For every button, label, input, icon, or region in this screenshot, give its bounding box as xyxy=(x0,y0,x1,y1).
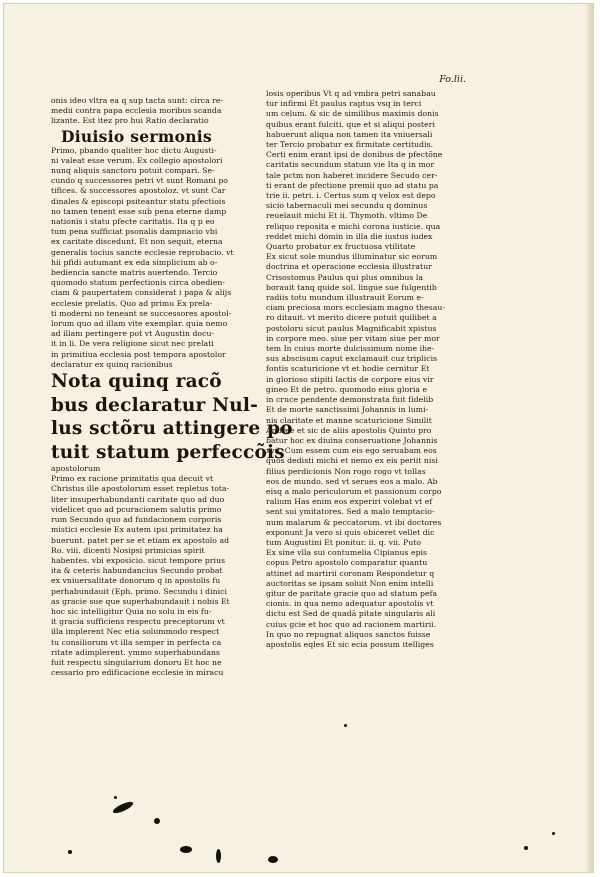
text-line: sus abscisum caput exclamauit cuz triplicis xyxy=(266,354,438,364)
text-block xyxy=(266,89,471,650)
text-line: it in li. De vera religione sicut nec prelati xyxy=(51,339,214,349)
text-line: in corpore meo. siue per vitam siue per mor xyxy=(266,333,440,343)
text-line: in cruce pendente demonstrata fuit fidelib xyxy=(266,395,434,405)
text-line: exponunt Ja vero si quis obiceret vellet dic xyxy=(266,527,435,537)
text-line: tum Augustini Et ponitur. ii. q. vii. Puto xyxy=(266,537,422,547)
text-line: cundo q successores petri vt sunt Romani po xyxy=(51,176,228,186)
text-line: caritatis secundum statum vie Ita q in mor xyxy=(266,160,435,170)
text-line: eos de mundo. sed vt serues eos a malo. Ab xyxy=(266,476,438,486)
text-line: rum Secundo quo ad fundacionem corporis xyxy=(51,515,222,525)
big-title-line: Nota quinq racõ xyxy=(51,371,222,393)
text-line: ad illam pertingere pot vt Augustin docu- xyxy=(51,329,215,339)
text-line: ni valeat esse verum. Ex collegio apostolori xyxy=(51,155,223,165)
left-column xyxy=(51,96,293,678)
text-line: In quo no repugnat aliquos sanctos fuisse xyxy=(266,629,431,639)
text-line: it gracia sufficiens respectu preceptorum vt xyxy=(51,617,225,627)
text-line: dictu est Sed de quadā pitate singularis ali xyxy=(266,609,436,619)
text-line: quibus erant fulciti. que et si aliqui posteri xyxy=(266,119,435,129)
text-line: Ro. viii. dicenti Nosipsi primicias spirit xyxy=(51,545,205,555)
text-line: num malarum & peccatorum. vt ibi doctores xyxy=(266,517,442,527)
ink-stain xyxy=(268,856,278,863)
text-line: postoloru sicut paulus Magnificabit xpistus xyxy=(266,323,437,333)
text-line: fontis scaturicione vt et hodie cernitur Et xyxy=(266,364,430,374)
text-line: lorum quo ad illam vite exemplar. quia nemo xyxy=(51,319,228,329)
text-line: nis claritate et manne scaturicione Similit xyxy=(266,415,432,425)
text-line: um celum. & sic de similibus maximis donis xyxy=(266,109,439,119)
text-line: ex caritate discedunt. Et non sequit, eterna xyxy=(51,237,223,247)
text-line: Ex sicut sole mundus illuminatur sic eorum xyxy=(266,252,438,262)
text-line: Andree et sic de aliis apostolis Quinto pro xyxy=(266,425,432,435)
text-line: Ex sine vlla sui contumelia Cipianus epis xyxy=(266,548,428,558)
text-line: gitur de paritate gracie quo ad statum pefa xyxy=(266,588,438,598)
text-line: in primitiua ecclesia post tempora apostolor xyxy=(51,349,226,359)
text-line: ciam preciosa mors ecclesiam magno thesau- xyxy=(266,303,446,313)
text-line: ralium Has enim eos experiri volebat vt ef xyxy=(266,497,433,507)
text-line: medii contra papa ecclesia moribus scanda xyxy=(51,106,222,116)
ink-stain xyxy=(114,796,117,799)
text-line: ti erant de pfectione premii quo ad statu pa xyxy=(266,180,439,190)
text-line: nunq aliquis sanctoru potuit compari. Se- xyxy=(51,166,215,176)
text-line: ita & ceteris habundancius Secundo probat xyxy=(51,566,223,576)
big-title-line: bus declaratur Nul- xyxy=(51,394,259,416)
text-line: xvii. Cum essem cum eis ego seruabam eos xyxy=(266,446,437,456)
text-line: reuelauit michi Et ii. Thymoth. vltimo De xyxy=(266,211,428,221)
text-line: Crisostomus Paulus qui plus omnibus la xyxy=(266,272,424,282)
text-line: borauit tanq quide sol. lingue sue fulgentib xyxy=(266,282,437,292)
text-line: sent sui ymitatores. Sed a malo temptacio- xyxy=(266,507,435,517)
text-line: copus Petro apostolo comparatur quantu xyxy=(266,558,428,568)
text-line: ecclesie prelatis. Quo ad primu Ex prela- xyxy=(51,298,213,308)
ink-stain xyxy=(68,850,72,854)
text-line: Et de morte sanctissimi Johannis in lumi- xyxy=(266,405,429,415)
text-line: tur infirmi Et paulus raptus vsq in terci xyxy=(266,99,422,109)
text-line: ti moderni no teneant se successores apostol- xyxy=(51,308,232,318)
text-line: hoc sic intelligitur Quia no solu in eis fu- xyxy=(51,606,212,616)
text-line: auctoritas se ipsam soluit Non enim intelli xyxy=(266,578,434,588)
text-line: onis ideo vltra ea q sup tacta sunt: circa re- xyxy=(51,96,224,105)
text-line: illa implerent Nec etia solummodo respect xyxy=(51,627,220,637)
ink-stain xyxy=(552,832,555,835)
text-line: Primo, pbando qualiter hoc dictu Augusti- xyxy=(51,145,217,155)
section-heading: Diuisio sermonis xyxy=(61,126,213,146)
text-line: radiis totu mundum illustrauit Eorum e- xyxy=(266,293,424,303)
text-line: no tamen tenent esse sub pena eterne damp xyxy=(51,206,227,216)
text-line: habentes. vbi exposicio. sicut tempore prius xyxy=(51,555,226,565)
text-line: apostolis eqles Et sic ecia possum itelliges xyxy=(266,639,434,649)
ink-stain xyxy=(112,800,135,816)
text-line: fuit respectu singularium donoru Et hoc ne xyxy=(51,657,222,667)
text-line: ex vniuersalitate donorum q in apostolis fu xyxy=(51,576,221,586)
text-line: apostolorum xyxy=(51,464,101,474)
ink-stain xyxy=(216,849,221,863)
ink-stain xyxy=(154,818,160,824)
text-line: hii pfidi autumant ex eda simplicium ab o- xyxy=(51,257,218,267)
text-line: quos dedisti michi et nemo ex eis periit nisi xyxy=(266,456,438,466)
text-line: as gracie sue que superhabundauit i nobis Et xyxy=(51,596,230,606)
text-line: attinet ad martirii coronam Respondetur q xyxy=(266,568,435,578)
text-line: nationis i statu pfecte caritatis. Ita q p eo xyxy=(51,217,215,227)
text-line: in glorioso stipiti lactis de corpore eius vir xyxy=(266,374,434,384)
text-line: ro ditauit. vt merito dicere potuit quilibet a xyxy=(266,313,437,323)
text-line: buerunt. patet per se et etiam ex apostolo ad xyxy=(51,535,230,545)
ink-stain xyxy=(344,724,347,727)
text-line: batur hoc ex diuina conseruatione Johannis xyxy=(266,435,438,445)
text-line: tale pctm non haberet incidere Secudo cer- xyxy=(266,170,438,180)
folio-number: Fo.lii. xyxy=(439,74,466,85)
text-line: Christus ille apostolorum esset repletus tota- xyxy=(51,484,230,494)
text-line: bediencia sancte matris auertendo. Tercio xyxy=(51,268,218,278)
text-line: Certi enim erant ipsi de donibus de pfectõne xyxy=(266,150,443,160)
text-line: Primo ex racione primitatis qua decuit vt xyxy=(51,474,214,484)
manuscript-page xyxy=(3,3,594,873)
text-block xyxy=(51,146,266,370)
text-line: sicio tabernaculi mei secundu q dominus xyxy=(266,201,428,211)
text-line: trie ii. petri. i. Certus sum q velox est depo xyxy=(266,191,436,201)
text-line: filius perdicionis Non rogo rogo vt tollas xyxy=(266,466,426,476)
text-line: dinales & episcopi psiteantur statu pfectiois xyxy=(51,196,226,206)
text-line: ter Tercio probatur ex firmitate certitudis. xyxy=(266,140,434,150)
text-line: perhabundauit (Eph. primo. Secundu i dinici xyxy=(51,586,227,596)
text-line: reliquo reposita e michi corona iusticie. qua xyxy=(266,221,441,231)
text-line: generalis tocius sancte ecclesie reprobacio. vt xyxy=(51,247,234,257)
text-line: habuerunt aliqua non tamen ita vniuersali xyxy=(266,129,433,139)
text-line: videlicet quo ad pcuracionem salutis primo xyxy=(51,504,222,514)
text-block xyxy=(51,464,266,678)
big-title-line: tuit statum perfeccõis xyxy=(51,441,285,463)
text-line: liter insuperhabundanti caritate quo ad duo xyxy=(51,494,225,504)
text-line: cessario pro edificacione ecclesie in miracu xyxy=(51,668,224,678)
right-column xyxy=(266,89,471,650)
ink-stain xyxy=(524,846,528,850)
text-line: Quarto probatur ex fructuosa vtilitate xyxy=(266,242,416,252)
text-line: tum pena sufficiat psonalis dampnacio vbi xyxy=(51,227,218,237)
text-line: tem In cuius morte dulcissimum nome ihe- xyxy=(266,344,435,354)
text-line: declaratur ex quinq racionibus xyxy=(51,359,173,369)
text-line: doctrina et operacione ecclesia illustratur xyxy=(266,262,432,272)
text-line: reddet michi domin in illa die iustus iudex xyxy=(266,231,433,241)
text-line: tifices. & successores apostoloz. vt sunt Car xyxy=(51,186,226,196)
ink-stain xyxy=(180,846,192,853)
big-title-line: lus sctõru attingere po xyxy=(51,418,293,440)
text-line: mistici ecclesie Ex autem ipsi primitatez ha xyxy=(51,525,223,535)
text-line: cuius gcie et hoc quo ad racionem martirii. xyxy=(266,619,437,629)
text-line: ritate adimplerent. ymmo superhabundans xyxy=(51,647,220,657)
text-line: tu consiliorum vt illa semper in perfecta ca xyxy=(51,637,222,647)
text-line: gineo Et de petro. quomodo eius gloria e xyxy=(266,384,428,394)
text-line: quomodo statum perfectionis circa obedien- xyxy=(51,278,226,288)
text-line: cionis. in qua nemo adequatur apostolis vt xyxy=(266,599,434,609)
text-line: ciam & paupertatem considerat i papa & alijs xyxy=(51,288,232,298)
text-line: losis operibus Vt q ad vmbra petri sanabau xyxy=(266,89,436,98)
text-line: lizante. Est itez pro hui Ratio declaratio xyxy=(51,116,209,126)
page-edge xyxy=(587,4,593,872)
text-line: eisq a malo periculorum et passionum corpo xyxy=(266,486,442,496)
